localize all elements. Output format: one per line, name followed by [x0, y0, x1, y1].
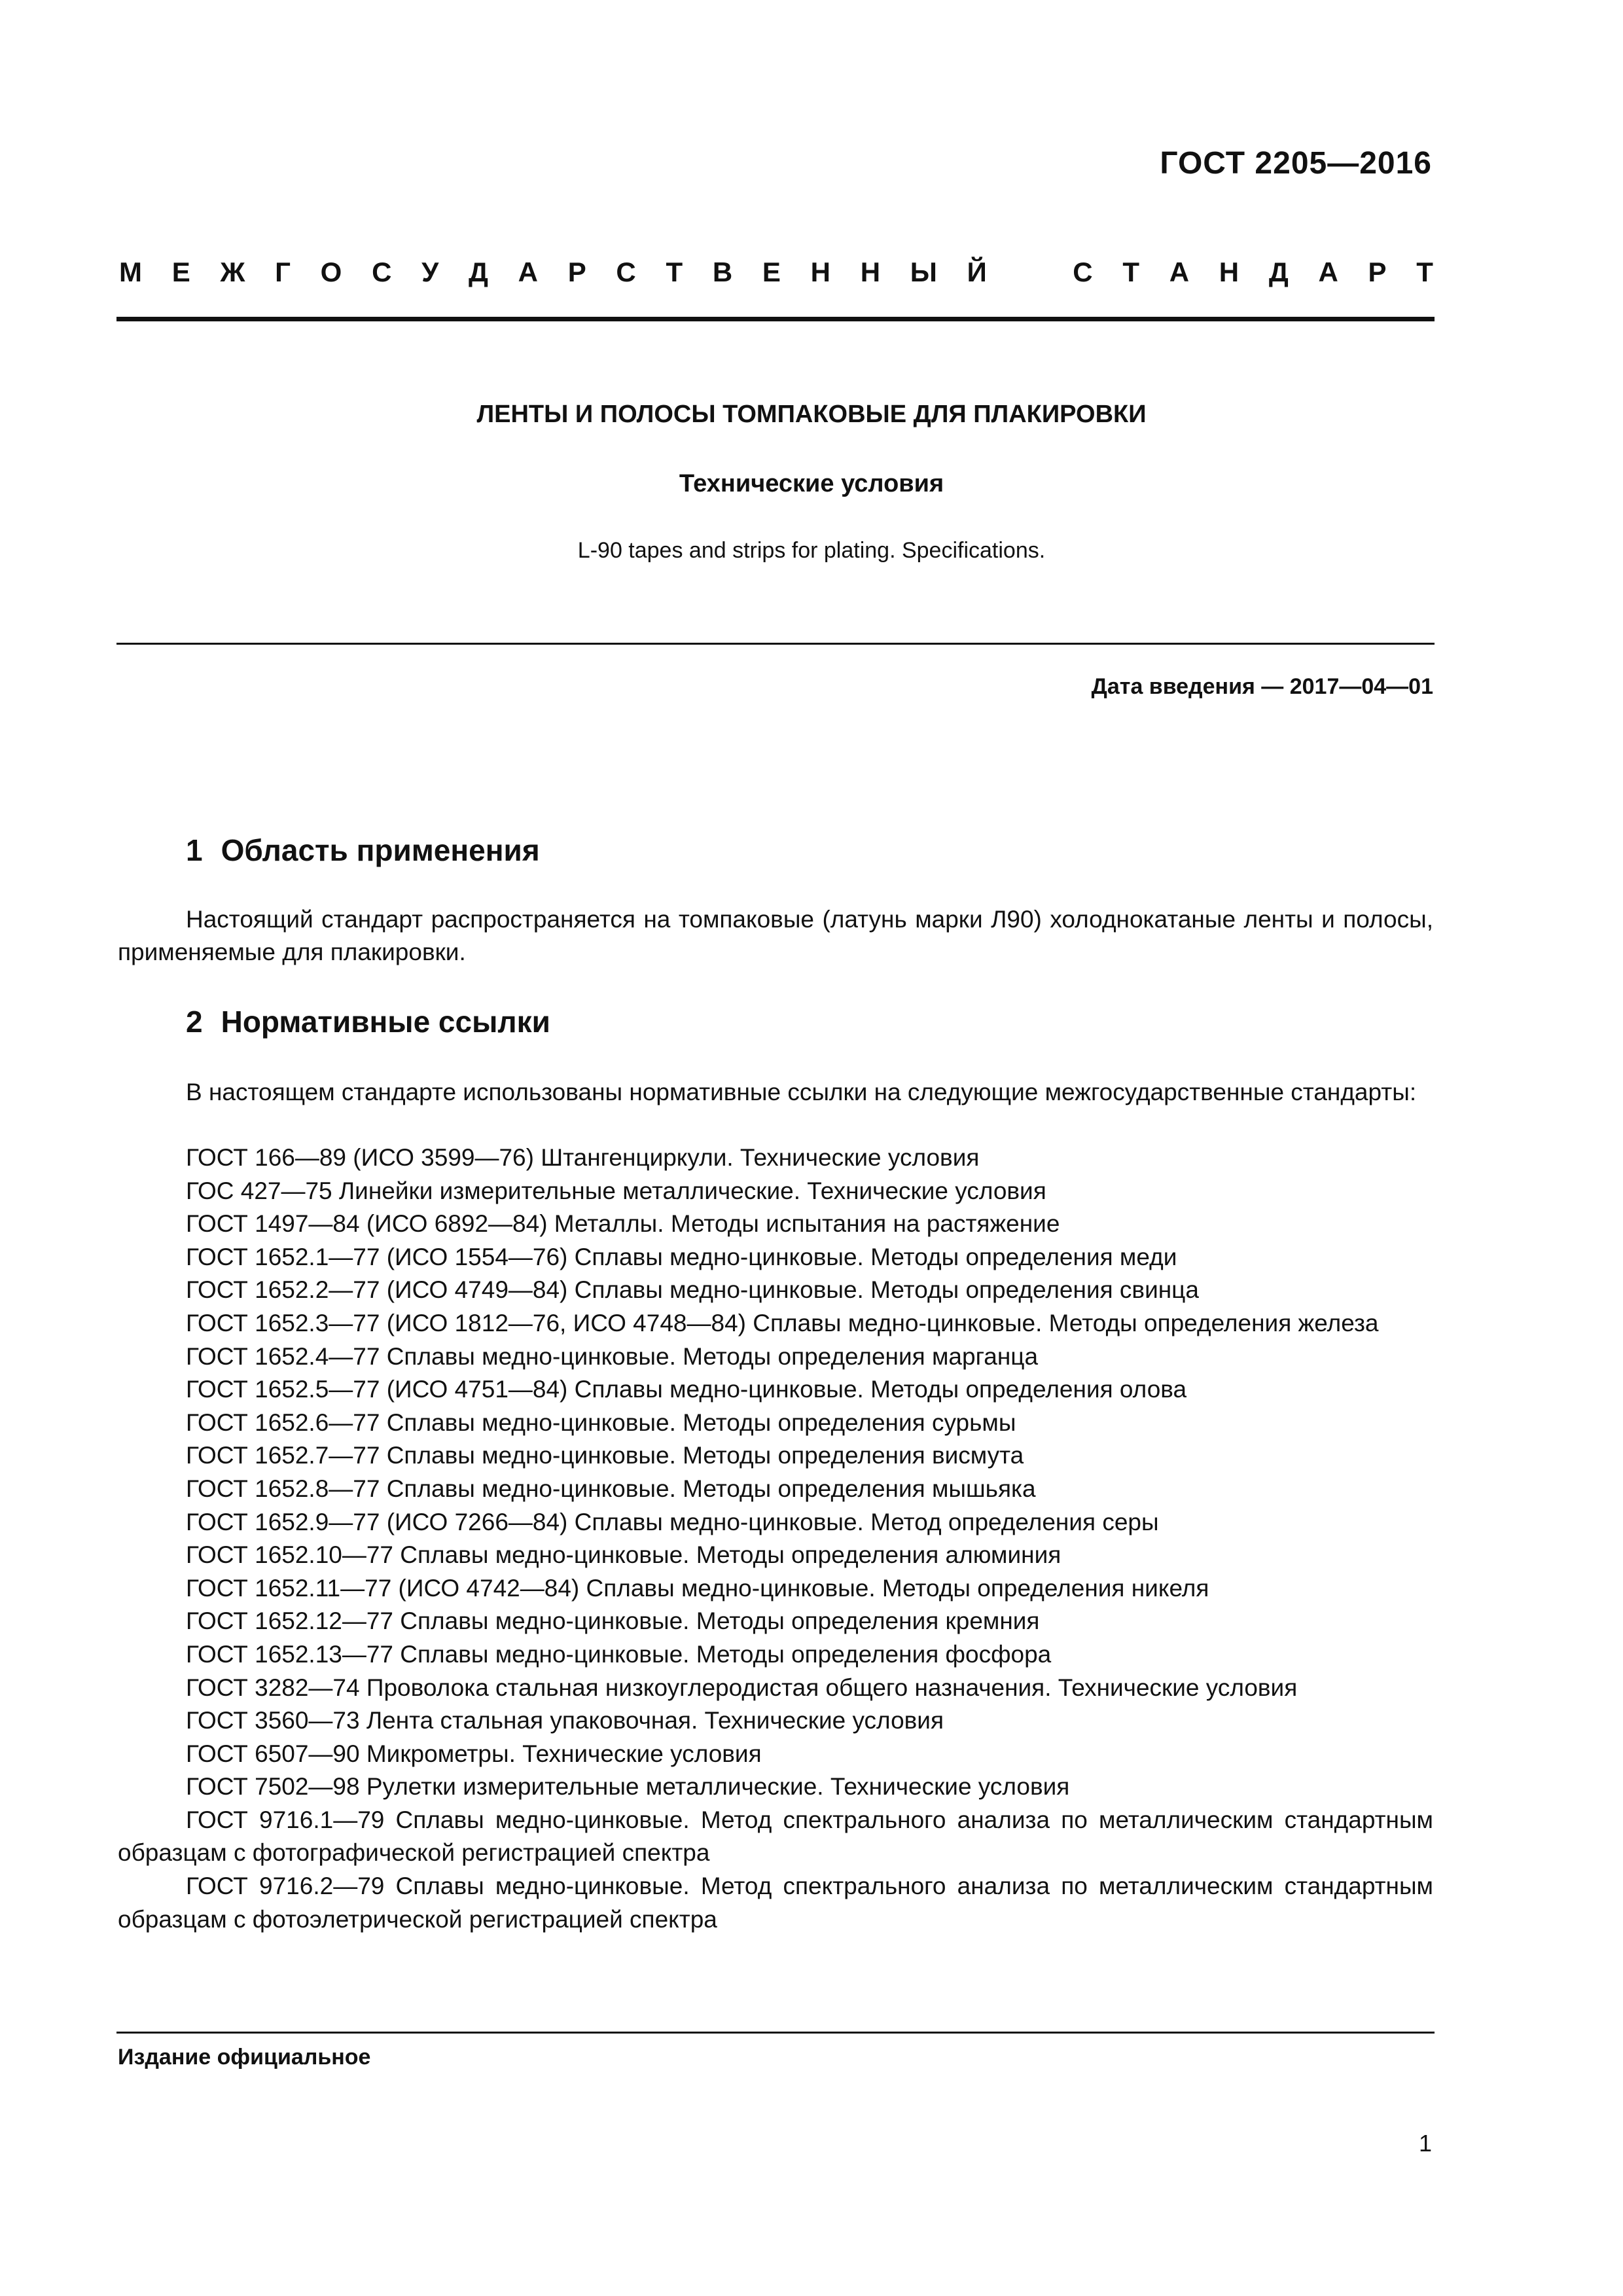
reference-item: ГОСТ 1652.13—77 Сплавы медно-цинковые. Методы определения фосфора [186, 1640, 1052, 1668]
section-title: Область применения [221, 833, 540, 867]
banner-letter: Р [1368, 257, 1387, 287]
banner-letter: А [1169, 257, 1190, 287]
reference-item: ГОСТ 9716.2—79 Сплавы медно-цинковые. Метод спектрального анализа по металлическим стандартным образцам с фотоэлетрической регистрацией спектра [118, 1873, 1433, 1933]
reference-item: ГОСТ 1652.5—77 (ИСО 4751—84) Сплавы медно-цинковые. Методы определения олова [186, 1376, 1187, 1403]
section-number: 1 [186, 833, 203, 867]
reference-item: ГОСТ 1497—84 (ИСО 6892—84) Металлы. Методы испытания на растяжение [186, 1210, 1060, 1238]
reference-item: ГОСТ 1652.11—77 (ИСО 4742—84) Сплавы медно-цинковые. Методы определения никеля [186, 1574, 1209, 1602]
document-number: ГОСТ 2205—2016 [1160, 146, 1432, 181]
banner-letter: Д [468, 257, 488, 287]
banner-letter: С [1073, 257, 1093, 287]
reference-item: ГОСТ 1652.10—77 Сплавы медно-цинковые. Методы определения алюминия [186, 1541, 1061, 1569]
banner-letter: Е [762, 257, 781, 287]
reference-item: ГОСТ 7502—98 Рулетки измерительные металлические. Технические условия [186, 1773, 1070, 1801]
banner-letter: Р [567, 257, 586, 287]
footer-divider [116, 2032, 1435, 2034]
banner-letter: Й [967, 257, 987, 287]
reference-item: ГОСТ 1652.6—77 Сплавы медно-цинковые. Методы определения сурьмы [186, 1408, 1016, 1436]
banner-letter: Г [275, 257, 291, 287]
reference-item: ГОС 427—75 Линейки измерительные металлические. Технические условия [186, 1177, 1046, 1204]
banner-letter: Т [1122, 257, 1139, 287]
banner-letter: Т [1416, 257, 1433, 287]
banner-letter: А [518, 257, 538, 287]
scope-paragraph [118, 903, 1433, 969]
section-title: Нормативные ссылки [221, 1005, 550, 1039]
page-number: 1 [1418, 2130, 1432, 2157]
banner-letter: В [712, 257, 733, 287]
banner-letter: Ж [220, 257, 245, 287]
document-title-english: L-90 tapes and strips for plating. Specifications. [577, 538, 1046, 563]
reference-item: ГОСТ 166—89 (ИСО 3599—76) Штангенциркули. Технические условия [186, 1144, 980, 1171]
title-divider [116, 643, 1435, 645]
reference-item: ГОСТ 1652.12—77 Сплавы медно-цинковые. Методы определения кремния [186, 1607, 1040, 1635]
references-intro-paragraph [118, 1076, 1433, 1109]
banner-letter: Ы [910, 257, 937, 287]
banner-letter: Д [1268, 257, 1289, 287]
banner-word-gap [1017, 257, 1043, 288]
banner-letter: М [119, 257, 142, 287]
standard-type-banner [119, 257, 1433, 288]
reference-item: ГОСТ 3282—74 Проволока стальная низкоуглеродистая общего назначения. Технические условия [186, 1674, 1298, 1701]
banner-letter: Т [666, 257, 683, 287]
header-divider [116, 317, 1435, 321]
section-number: 2 [186, 1005, 203, 1039]
banner-letter: С [616, 257, 636, 287]
reference-item: ГОСТ 1652.3—77 (ИСО 1812—76, ИСО 4748—84) Сплавы медно-цинковые. Методы определения железа [186, 1309, 1379, 1336]
banner-letter: Е [171, 257, 190, 287]
introduction-date: Дата введения — 2017—04—01 [1091, 674, 1433, 699]
document-title: ЛЕНТЫ И ПОЛОСЫ ТОМПАКОВЫЕ ДЛЯ ПЛАКИРОВКИ [476, 401, 1147, 428]
edition-label: Издание официальное [118, 2045, 371, 2070]
reference-item: ГОСТ 6507—90 Микрометры. Технические условия [186, 1740, 762, 1767]
reference-item: ГОСТ 1652.8—77 Сплавы медно-цинковые. Методы определения мышьяка [186, 1475, 1036, 1502]
banner-letter: О [320, 257, 342, 287]
paragraph-text: В настоящем стандарте использованы нормативные ссылки на следующие межгосударственные стандарты: [186, 1079, 1417, 1105]
section-heading-normative-references [186, 1004, 550, 1039]
banner-letter: У [421, 257, 439, 287]
section-heading-scope [186, 833, 540, 868]
banner-letter: Н [860, 257, 881, 287]
paragraph-text: Настоящий стандарт распространяется на томпаковые (латунь марки Л90) холоднокатаные ленты и полосы, применяемые для плакировки. [118, 906, 1433, 965]
banner-letter: Н [1219, 257, 1240, 287]
reference-item: ГОСТ 1652.4—77 Сплавы медно-цинковые. Методы определения марганца [186, 1342, 1039, 1370]
reference-item: ГОСТ 1652.2—77 (ИСО 4749—84) Сплавы медно-цинковые. Методы определения свинца [186, 1276, 1199, 1304]
banner-letter: А [1318, 257, 1338, 287]
reference-item: ГОСТ 1652.9—77 (ИСО 7266—84) Сплавы медно-цинковые. Метод определения серы [186, 1508, 1159, 1535]
reference-item: ГОСТ 1652.1—77 (ИСО 1554—76) Сплавы медно-цинковые. Методы определения меди [186, 1243, 1177, 1270]
references-list [118, 1141, 1433, 1936]
reference-item: ГОСТ 3560—73 Лента стальная упаковочная. Технические условия [186, 1707, 944, 1734]
reference-item: ГОСТ 1652.7—77 Сплавы медно-цинковые. Методы определения висмута [186, 1442, 1024, 1469]
banner-letter: С [372, 257, 392, 287]
banner-letter: Н [810, 257, 830, 287]
document-subtitle: Технические условия [679, 470, 944, 497]
reference-item: ГОСТ 9716.1—79 Сплавы медно-цинковые. Метод спектрального анализа по металлическим стандартным образцам с фотографической регистрацией спектра [118, 1806, 1433, 1867]
